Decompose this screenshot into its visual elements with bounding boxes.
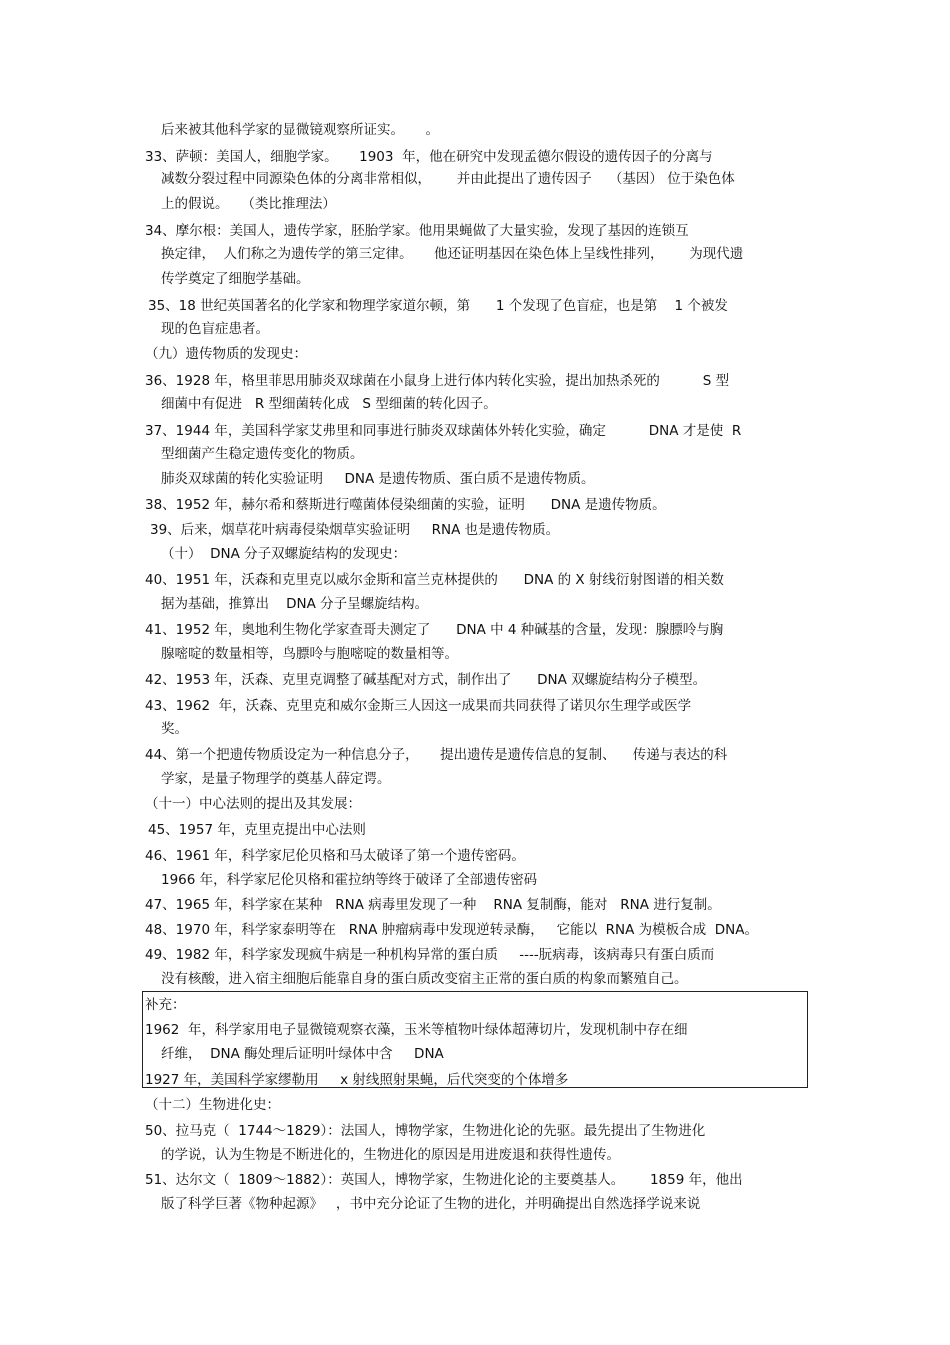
text-line: 腺嘧啶的数量相等，鸟膘呤与胞嘧啶的数量相等。	[161, 646, 458, 662]
text-line: 的学说，认为生物是不断进化的，生物进化的原因是用进废退和获得性遗传。	[161, 1147, 620, 1163]
text-line: 46、1961 年，科学家尼伦贝格和马太破译了第一个遗传密码。	[145, 848, 525, 864]
text-line: 现的色盲症患者。	[161, 321, 269, 337]
text-line: 纤维， DNA 酶处理后证明叶绿体中含 DNA	[161, 1046, 444, 1062]
text-line: 51、达尔文（ 1809～1882）：英国人，博物学家，生物进化论的主要奠基人。 1859 年，他出	[145, 1172, 743, 1188]
text-line: 47、1965 年，科学家在某种 RNA 病毒里发现了一种 RNA 复制酶，能对 RNA 进行复制。	[145, 897, 721, 913]
section-heading: （九）遗传物质的发现史：	[145, 346, 307, 362]
text-line: 奖。	[161, 721, 188, 737]
section-heading: （十一）中心法则的提出及其发展：	[145, 796, 361, 812]
text-line: 据为基础，推算出 DNA 分子呈螺旋结构。	[161, 596, 429, 612]
text-line: 33、萨顿：美国人，细胞学家。 1903 年，他在研究中发现孟德尔假设的遗传因子的分离与	[145, 149, 713, 165]
text-line: 45、1957 年，克里克提出中心法则	[148, 822, 366, 838]
text-line: 换定律， 人们称之为遗传学的第三定律。 他还证明基因在染色体上呈线性排列， 为现代遗	[161, 246, 744, 262]
text-line: 48、1970 年，科学家泰明等在 RNA 肿瘤病毒中发现逆转录酶， 它能以 RNA 为模板合成 DNA。	[145, 922, 758, 938]
text-line: 版了科学巨著《物种起源》 ，书中充分论证了生物的进化，并明确提出自然选择学说来说	[161, 1196, 701, 1212]
text-line: 39、后来，烟草花叶病毒侵染烟草实验证明 RNA 也是遗传物质。	[150, 522, 560, 538]
text-line: 型细菌产生稳定遗传变化的物质。	[161, 446, 364, 462]
text-line: 传学奠定了细胞学基础。	[161, 271, 310, 287]
text-line: 34、摩尔根：美国人，遗传学家，胚胎学家。他用果蝇做了大量实验，发现了基因的连锁互	[145, 223, 689, 239]
text-line: 肺炎双球菌的转化实验证明 DNA 是遗传物质、蛋白质不是遗传物质。	[161, 471, 595, 487]
text-line: 40、1951 年，沃森和克里克以威尔金斯和富兰克林提供的 DNA 的 X 射线衍射图谱的相关数	[145, 572, 724, 588]
supplement-label: 补充：	[145, 997, 186, 1013]
text-line: 43、1962 年，沃森、克里克和威尔金斯三人因这一成果而共同获得了诺贝尔生理学或医学	[145, 698, 692, 714]
section-heading: （十） DNA 分子双螺旋结构的发现史：	[161, 546, 407, 562]
text-line: 36、1928 年，格里菲思用肺炎双球菌在小鼠身上进行体内转化实验，提出加热杀死的 S 型	[145, 373, 730, 389]
text-line: 1966 年，科学家尼伦贝格和霍拉纳等终于破译了全部遗传密码	[161, 872, 538, 888]
text-line: 上的假说。 （类比推理法）	[161, 196, 336, 212]
text-line: 学家，是量子物理学的奠基人薛定谔。	[161, 771, 391, 787]
text-line: 35、18 世纪英国著名的化学家和物理学家道尔顿，第 1 个发现了色盲症，也是第 1 个被发	[148, 298, 728, 314]
text-line: 没有核酸，进入宿主细胞后能靠自身的蛋白质改变宿主正常的蛋白质的构象而繁殖自己。	[161, 971, 688, 987]
text-line: 细菌中有促进 R 型细菌转化成 S 型细菌的转化因子。	[161, 396, 497, 412]
text-line: 1927 年，美国科学家缪勒用 x 射线照射果蝇，后代突变的个体增多	[145, 1072, 569, 1088]
text-line: 后来被其他科学家的显微镜观察所证实。 。	[161, 122, 439, 138]
text-line: 减数分裂过程中同源染色体的分离非常相似， 并由此提出了遗传因子 （基因） 位于染色体	[161, 171, 735, 187]
text-line: 37、1944 年，美国科学家艾弗里和同事进行肺炎双球菌体外转化实验，确定 DNA 才是使 R	[145, 423, 742, 439]
text-line: 42、1953 年，沃森、克里克调整了碱基配对方式，制作出了 DNA 双螺旋结构分子模型。	[145, 672, 707, 688]
text-line: 49、1982 年，科学家发现疯牛病是一种机构异常的蛋白质 ----朊病毒，该病毒只有蛋白质而	[145, 947, 715, 963]
text-line: 41、1952 年，奥地利生物化学家查哥夫测定了 DNA 中 4 种碱基的含量，发现：腺膘呤与胸	[145, 622, 724, 638]
text-line: 44、第一个把遗传物质设定为一种信息分子， 提出遗传是遗传信息的复制、 传递与表达的科	[145, 747, 728, 763]
section-heading: （十二）生物进化史：	[145, 1097, 280, 1113]
text-line: 1962 年，科学家用电子显微镜观察衣藻，玉米等植物叶绿体超薄切片，发现机制中存在细	[145, 1022, 688, 1038]
text-line: 38、1952 年，赫尔希和蔡斯进行噬菌体侵染细菌的实验，证明 DNA 是遗传物质。	[145, 497, 666, 513]
text-line: 50、拉马克（ 1744～1829）：法国人，博物学家，生物进化论的先驱。最先提出了生物进化	[145, 1123, 706, 1139]
